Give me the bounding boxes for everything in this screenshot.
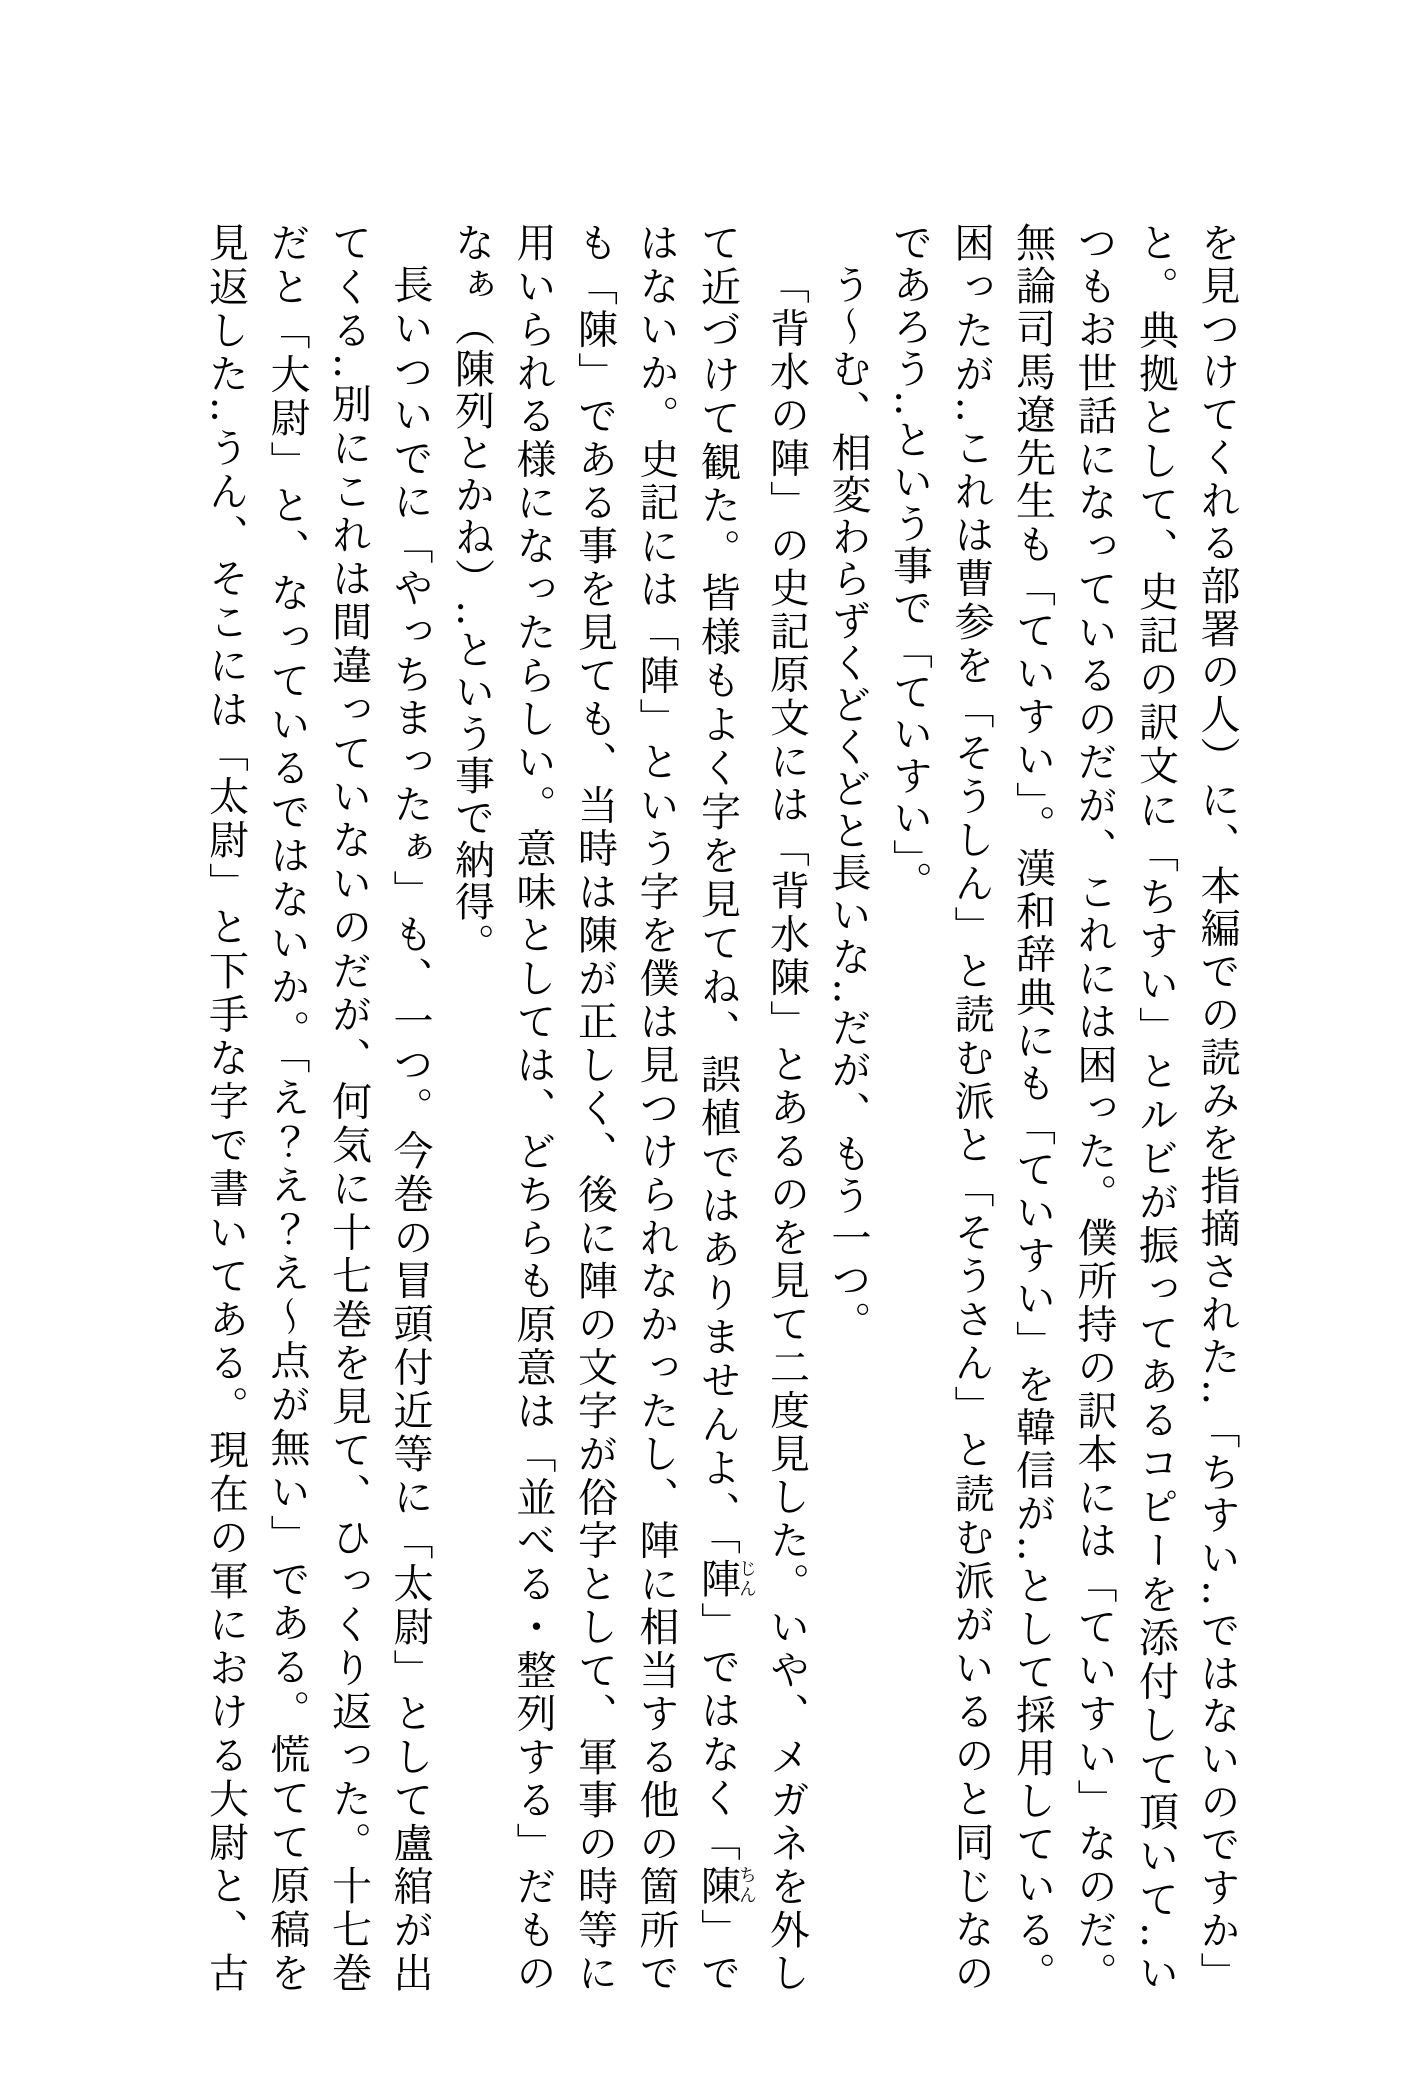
text-column-paragraph-end: であろう‥という事で「ていすい」。 <box>887 222 933 903</box>
furigana-jin: じん <box>737 1558 757 1599</box>
text-column: も「陳」である事を見ても、当時は陳が正しく、後に陣の文字が俗字として、軍事の時等に <box>572 222 618 1992</box>
text-column: 無論司馬遼先生も「ていすい」。漢和辞典にも「ていすい」を韓信が‥として採用している。 <box>1010 222 1056 1992</box>
text-segment: 」ではなく「 <box>695 1602 741 1865</box>
furigana-chin: ちん <box>737 1864 757 1905</box>
text-column: つもお世話になっているのだが、これには困った。僕所持の訳本には「ていすい」なのだ。 <box>1072 222 1117 1992</box>
text-column-with-furigana <box>687 222 756 1992</box>
text-column: てくる‥別にこれは間違っていないのだが、何気に十七巻を見て、ひっくり返った。十七巻 <box>326 222 372 1992</box>
ruby-base: 陳 <box>695 1864 741 1909</box>
vertical-text-block <box>195 222 1248 1992</box>
text-column-paragraph: う〜む、相変わらずくどくどと長いな‥だが、もう一つ。 <box>826 264 871 1343</box>
ruby-chin <box>695 1864 757 1909</box>
text-column: 困ったが‥これは曹参を「そうしん」と読む派と「そうさん」と読む派がいるのと同じなの <box>949 222 994 1992</box>
text-column: と。典拠として、史記の訳文に「ちすい」とルビが振ってあるコピーを添付して頂いて‥い <box>1133 222 1179 1992</box>
text-column: 見返した‥うん、そこには「太尉」と下手な字で書いてある。現在の軍における大尉と、古 <box>203 222 249 1992</box>
ruby-jin <box>695 1558 757 1602</box>
text-column: を見つけてくれる部署の人）に、本編での読みを指摘された‥「ちすい‥ではないのですか」 <box>1195 222 1240 1992</box>
text-column: だと「大尉」と、なっているではないか。「え？え？え〜点が無い」である。慌てて原稿を <box>265 222 310 1992</box>
ruby-base: 陣 <box>695 1558 741 1602</box>
text-column-paragraph-start: 長いついでに「やっちまったぁ」も、一つ。今巻の冒頭付近等に「太尉」として盧綰が出 <box>388 264 433 1992</box>
text-column-paragraph-end: なぁ（陳列とかね）‥という事で納得。 <box>449 222 495 965</box>
text-column: 用いられる様になったらしい。意味としては、どちらも原意は「並べる・整列する」だもの <box>511 222 556 1992</box>
text-segment: て近づけて観た。皆様もよく字を見てね、誤植ではありませんよ、「 <box>695 222 741 1559</box>
text-column: はないか。史記には「陣」という字を僕は見つけられなかったし、陣に相当する他の箇所で <box>634 222 679 1992</box>
text-segment: 」で <box>695 1908 741 1992</box>
text-column-paragraph-start: 「背水の陣」の史記原文には「背水陳」とあるのを見て二度見した。いや、メガネを外し <box>764 264 810 1992</box>
